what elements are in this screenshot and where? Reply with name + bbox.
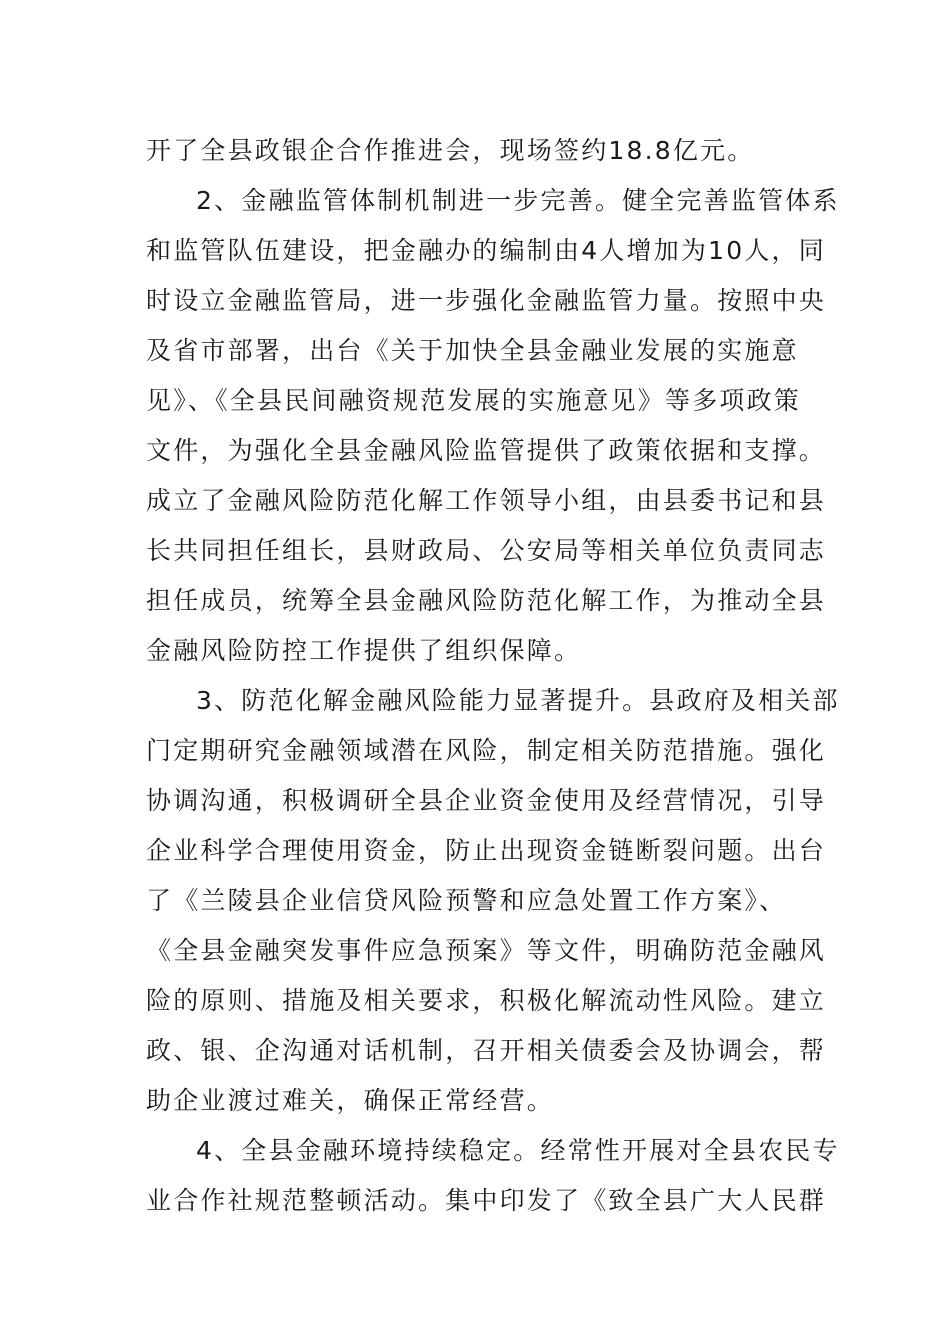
text-line: 企业科学合理使用资金，防止出现资金链断裂问题。出台 (146, 836, 827, 865)
text-line: 见》、《全县民间融资规范发展的实施意见》等多项政策 (146, 386, 802, 415)
text-line: 时设立金融监管局，进一步强化金融监管力量。按照中央 (146, 286, 827, 315)
text-line: 长共同担任组长，县财政局、公安局等相关单位负责同志 (146, 536, 827, 565)
text-line: 开了全县政银企合作推进会，现场签约18.8亿元。 (146, 136, 755, 165)
text-line: 门定期研究金融领域潜在风险，制定相关防范措施。强化 (146, 736, 827, 765)
text-line: 和监管队伍建设，把金融办的编制由4人增加为10人，同 (146, 236, 826, 265)
text-line: 助企业渡过难关，确保正常经营。 (146, 1086, 555, 1115)
paragraph-heading-2: 2、金融监管体制机制进一步完善。健全完善监管体系 (196, 186, 840, 215)
text-line: 政、银、企沟通对话机制，召开相关债委会及协调会，帮 (146, 1036, 827, 1065)
text-line: 及省市部署，出台《关于加快全县金融业发展的实施意 (146, 336, 799, 365)
text-line: 担任成员，统筹全县金融风险防范化解工作，为推动全县 (146, 586, 827, 615)
text-line: 成立了金融风险防范化解工作领导小组，由县委书记和县 (146, 486, 827, 515)
text-line: 《全县金融突发事件应急预案》等文件，明确防范金融风 (146, 936, 827, 965)
paragraph-heading-3: 3、防范化解金融风险能力显著提升。县政府及相关部 (196, 686, 840, 715)
text-line: 协调沟通，积极调研全县企业资金使用及经营情况，引导 (146, 786, 827, 815)
text-line: 金融风险防控工作提供了组织保障。 (146, 636, 582, 665)
text-line: 业合作社规范整顿活动。集中印发了《致全县广大人民群 (146, 1186, 827, 1215)
text-line: 了《兰陵县企业信贷风险预警和应急处置工作方案》、 (146, 886, 787, 915)
text-line: 险的原则、措施及相关要求，积极化解流动性风险。建立 (146, 986, 827, 1015)
text-line: 文件，为强化全县金融风险监管提供了政策依据和支撑。 (146, 436, 827, 465)
paragraph-heading-4: 4、全县金融环境持续稳定。经常性开展对全县农民专 (196, 1136, 840, 1165)
